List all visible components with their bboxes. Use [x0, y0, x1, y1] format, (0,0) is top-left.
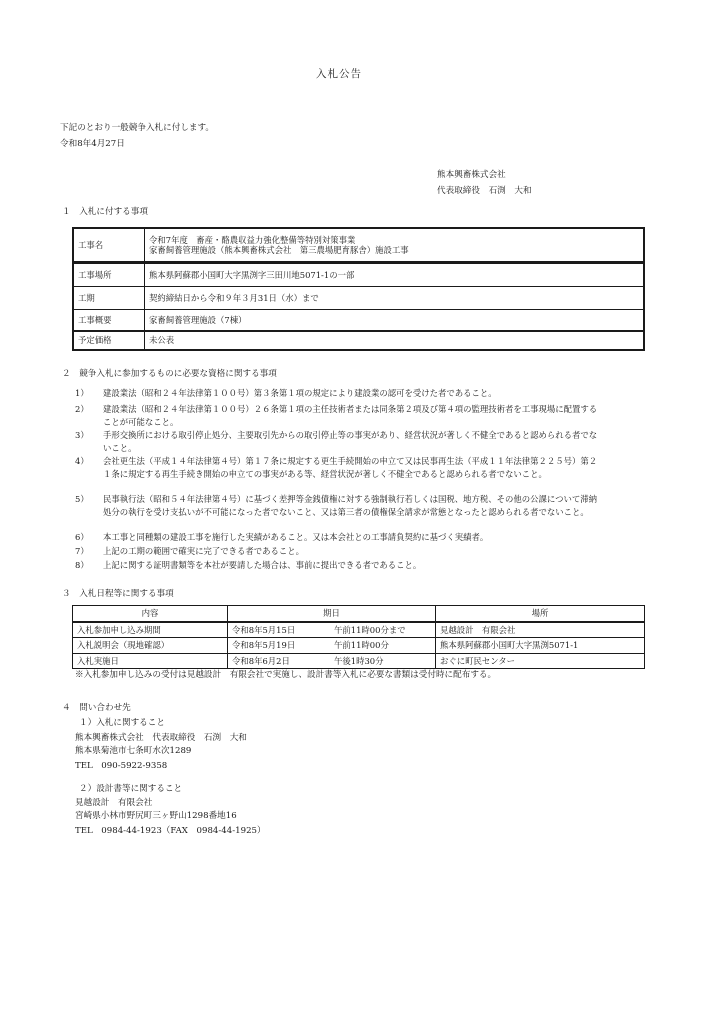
schedule-note: ※入札参加申し込みの受付は見越設計 有限会社で実施し、設計書等入札に必要な書類は受付時に配布する。: [75, 670, 497, 680]
cell-time: 午後1時30分: [330, 653, 436, 669]
list-item: [75, 455, 605, 480]
section1-heading: １ 入札に付する事項: [62, 207, 148, 217]
row-value: [145, 228, 645, 263]
table-row: [73, 638, 645, 654]
section3-heading: ３ 入札日程等に関する事項: [62, 589, 174, 599]
item-text: 上記に関する証明書類等を本社が要請した場合は、事前に提出できる者であること。: [103, 560, 422, 570]
row-label: 予定価格: [73, 331, 145, 350]
header-content: 内容: [73, 606, 228, 622]
header-date: 期日: [228, 606, 436, 622]
contact1-name: 熊本興畜株式会社 代表取締役 石渕 大和: [75, 733, 247, 743]
section2-heading: ２ 競争入札に参加するものに必要な資格に関する事項: [62, 369, 277, 379]
cell-date: 令和8年5月19日: [228, 638, 331, 654]
cell-date: 令和8年6月2日: [228, 653, 331, 669]
table-row: [73, 263, 644, 287]
item-number: 3）: [75, 430, 89, 440]
contact2-name: 見越設計 有限会社: [75, 798, 153, 808]
item-text: 建設業法（昭和２４年法律第１００号）第３条第１項の規定により建設業の認可を受けた者であること。: [103, 388, 497, 398]
cell-place: おぐに町民センター: [436, 653, 645, 669]
page-title: 入札公告: [316, 68, 362, 80]
cell-place: 見越設計 有限会社: [436, 622, 645, 638]
cell-content: 入札参加申し込み期間: [73, 622, 228, 638]
item-number: 4）: [75, 456, 89, 466]
item-number: 5）: [75, 494, 89, 504]
row-value: 家畜飼養管理施設（7棟）: [145, 310, 645, 332]
header-place: 場所: [436, 606, 645, 622]
row-value: 熊本県阿蘇郡小国町大字黒渕字三田川地5071-1の一部: [145, 263, 645, 287]
contact1-title: １）入札に関すること: [79, 718, 165, 728]
item-number: 6）: [75, 532, 89, 542]
section4-heading: ４ 問い合わせ先: [62, 703, 131, 713]
cell-date: 令和8年5月15日: [228, 622, 331, 638]
item-number: 1）: [75, 388, 89, 398]
contact2-tel: TEL 0984-44-1923（FAX 0984-44-1925）: [75, 826, 266, 836]
contact2-address: 宮崎県小林市野尻町三ヶ野山1298番地16: [75, 811, 237, 821]
item-text: 上記の工期の範囲で確実に完了できる者であること。: [103, 546, 304, 556]
item-text: 民事執行法（昭和５４年法律第４号）に基づく差押等金銭債権に対する強制執行若しくは国税、地方税、その他の公課について滞納処分の執行を受け支払いが不可能になった者でないこと、又は第三者の債権保全請求が常態となったと認められる者でないこと。: [103, 494, 597, 517]
table-row: [73, 310, 644, 332]
item-number: 8）: [75, 560, 89, 570]
table-row: [73, 287, 644, 310]
notice-date: 令和8年4月27日: [60, 139, 125, 149]
list-item: [75, 387, 605, 400]
cell-place: 熊本県阿蘇郡小国町大字黒渕5071-1: [436, 638, 645, 654]
item-number: 7）: [75, 546, 89, 556]
cell-content: 入札実施日: [73, 653, 228, 669]
cell-time: 午前11時00分まで: [330, 622, 436, 638]
row-label: 工期: [73, 287, 145, 310]
contact1-address: 熊本県菊池市七条町水次1289: [75, 746, 192, 756]
project-name-line2: 家畜飼養管理施設（熊本興畜株式会社 第三農場肥育豚舎）施設工事: [149, 245, 409, 255]
row-label: 工事場所: [73, 263, 145, 287]
list-item: [75, 403, 605, 428]
list-item: [75, 429, 605, 454]
table-row: [73, 331, 644, 350]
list-item: [75, 545, 605, 558]
row-label: 工事名: [73, 228, 145, 263]
item-text: 手形交換所における取引停止処分、主要取引先からの取引停止等の事実があり、経営状況が著しく不健全であると認められる者でないこと。: [103, 430, 598, 453]
table-row: [73, 653, 645, 669]
project-table: [72, 227, 645, 351]
item-number: 2）: [75, 404, 89, 414]
contact2-title: ２）設計書等に関すること: [79, 784, 183, 794]
item-text: 建設業法（昭和２４年法律第１００号）２６条第１項の主任技術者または同条第２項及び第４項の監理技術者を工事現場に配置することが可能なこと。: [103, 404, 598, 427]
table-row: [73, 622, 645, 638]
row-label: 工事概要: [73, 310, 145, 332]
issuer-company: 熊本興畜株式会社: [437, 170, 506, 180]
contact1-tel: TEL 090-5922-9358: [75, 761, 168, 771]
list-item: [75, 493, 605, 518]
item-text: 本工事と同種類の建設工事を施行した実績があること。又は本会社との工事請負契約に基づく実績者。: [103, 532, 489, 542]
list-item: [75, 531, 605, 544]
intro-text: 下記のとおり一般競争入札に付します。: [60, 123, 215, 133]
table-header-row: [73, 606, 645, 622]
table-row: [73, 228, 644, 263]
list-item: [75, 559, 605, 572]
row-value: 契約締結日から令和９年３月31日（水）まで: [145, 287, 645, 310]
project-name-line1: 令和7年度 畜産・酪農収益力強化整備等特別対策事業: [149, 234, 356, 245]
issuer-representative: 代表取締役 石渕 大和: [437, 186, 532, 196]
cell-content: 入札説明会（現地確認）: [73, 638, 228, 654]
cell-time: 午前11時00分: [330, 638, 436, 654]
row-value: 未公表: [145, 331, 645, 350]
item-text: 会社更生法（平成１４年法律第４号）第１７条に規定する更生手続開始の申立て又は民事再生法（平成１１年法律第２２５号）第２１条に規定する再生手続き開始の申立ての事実がある等、経営状況が著しく不健全であると認められる者でないこと。: [103, 456, 598, 479]
schedule-table: [72, 605, 645, 669]
